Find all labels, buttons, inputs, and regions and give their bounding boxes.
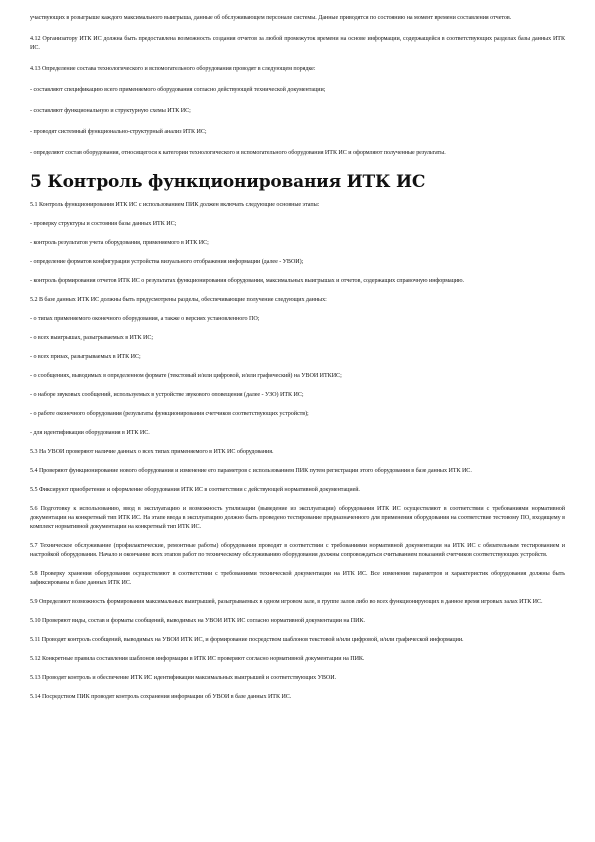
section-heading: 5 Контроль функционирования ИТК ИС xyxy=(30,172,426,192)
paragraph-4-12: 4.12 Организатору ИТК ИС должна быть предоставлена возможность создания отчетов за любой промежуток времени на основе информации, содержащейся в соответствующих разделах базы данных ИТК ИС. xyxy=(30,36,565,51)
paragraph-5-7: 5.7 Техническое обслуживание (профилактические, ремонтные работы) оборудования проводят в соответствии с требованиями нормативной документации на ИТК ИС с обязательным тестированием и настройкой оборудования. Начало и окончание всех этапов работ по техническому обслуживанию оборудования должны сопровождаться считыванием показаний счетчиков соответствующих устройств. xyxy=(30,543,565,558)
paragraph-4-13: 4.13 Определение состава технологического и вспомогательного оборудования проводят в следующем порядке: xyxy=(30,66,316,72)
list-item: - о работе оконечного оборудования (результаты функционирования счетчиков соответствующих устройств); xyxy=(30,411,309,417)
paragraph-5-1: 5.1 Контроль функционирования ИТК ИС с использованием ПИК должен включать следующие основные этапы: xyxy=(30,202,320,208)
paragraph-5-5: 5.5 Фиксируют приобретение и оформление оборудования ИТК ИС в соответствии с действующей нормативной документацией. xyxy=(30,487,360,493)
list-item: - о всех выигрышах, разыгрываемых в ИТК ИС; xyxy=(30,335,154,341)
paragraph-5-4: 5.4 Проверяют функционирование нового оборудования и изменение его параметров с использованием ПИК путем регистрации этого оборудования в базе данных ИТК ИС. xyxy=(30,468,472,474)
paragraph-5-13: 5.13 Проводят контроль и обеспечение ИТК ИС идентификации максимальных выигрышей и соответствующих УВОИ. xyxy=(30,675,337,681)
intro-paragraph-1: участвующих в розыгрыше каждого максимального выигрыша, данные об обслуживающем персонале системы. Данные приводятся по состоянию на момент времени составления отчетов. xyxy=(30,15,512,21)
list-item: - составляют функциональную и структурную схемы ИТК ИС; xyxy=(30,108,191,114)
list-item: - контроль результатов учета оборудования, применяемого в ИТК ИС; xyxy=(30,240,209,246)
list-item: - о сообщениях, выводимых в определенном формате (текстовый и/или цифровой, и/или графический) на УВОИ ИТКИС; xyxy=(30,373,342,379)
paragraph-5-11: 5.11 Проводят контроль сообщений, выводимых на УВОИ ИТК ИС, и формирование посредством шаблонов текстовой и/или цифровой, и/или графической информации. xyxy=(30,637,464,643)
paragraph-5-2: 5.2 В базе данных ИТК ИС должны быть предусмотрены разделы, обеспечивающие получение следующих данных: xyxy=(30,297,327,303)
paragraph-5-8: 5.8 Проверку хранения оборудования осуществляют в соответствии с требованиями технической документации на ИТК ИС. Все изменения параметров и характеристик оборудования должны быть зафиксированы в базе данных ИТК ИС. xyxy=(30,571,565,586)
list-item: - определяют состав оборудования, относящегося к категории технологического и вспомогательного оборудования ИТК ИС и оформляют полученные результаты. xyxy=(30,150,446,156)
list-item: - о типах применяемого оконечного оборудования, а также о версиях установленного ПО; xyxy=(30,316,260,322)
paragraph-5-10: 5.10 Проверяют виды, состав и форматы сообщений, выводимых на УВОИ ИТК ИС согласно нормативной документации на ПИК. xyxy=(30,618,365,624)
list-item: - проверку структуры и состояния базы данных ИТК ИС; xyxy=(30,221,177,227)
list-item: - контроль формирования отчетов ИТК ИС о результатах функционирования оборудования, максимальных выигрышах и отчетов, содержащих справочную информацию. xyxy=(30,278,465,284)
paragraph-5-3: 5.3 На УВОИ проверяют наличие данных о всех типах применяемого в ИТК ИС оборудования. xyxy=(30,449,274,455)
list-item: - определение форматов конфигурации устройства визуального отображения информации (далее - УВОИ); xyxy=(30,259,304,265)
paragraph-5-9: 5.9 Определяют возможность формирования максимальных выигрышей, разыгрываемых в одном игровом зале, в группе залов либо во всех функционирующих в данное время игровых залах ИТК ИС. xyxy=(30,599,543,605)
list-item: - составляют спецификацию всего применяемого оборудования согласно действующей технической документации; xyxy=(30,87,326,93)
paragraph-5-6: 5.6 Подготовку к использованию, ввод в эксплуатацию и возможность утилизации (выведение из эксплуатации) оборудования ИТК ИС осуществляют в соответствии с требованиями нормативной документации на конкретный тип ИТК ИС. На этапе ввода в эксплуатацию должно быть проведено тестирование предназначенного для применения оборудования на соответствие тестовому ПО, входящему в комплект нормативной документации на конкретный тип ИТК ИС. xyxy=(30,506,565,530)
list-item: - о наборе звуковых сообщений, используемых в устройстве звукового оповещения (далее - УЗО) ИТК ИС; xyxy=(30,392,304,398)
list-item: - проводят системный функционально-структурный анализ ИТК ИС; xyxy=(30,129,207,135)
list-item: - о всех призах, разыгрываемых в ИТК ИС; xyxy=(30,354,141,360)
paragraph-5-12: 5.12 Конкретные правила составления шаблонов информации в ИТК ИС проверяют согласно нормативной документации на ПИК. xyxy=(30,656,365,662)
paragraph-5-14: 5.14 Посредством ПИК проводят контроль сохранения информации об УВОИ в базе данных ИТК ИС. xyxy=(30,694,292,700)
list-item: - для идентификации оборудования в ИТК ИС. xyxy=(30,430,150,436)
